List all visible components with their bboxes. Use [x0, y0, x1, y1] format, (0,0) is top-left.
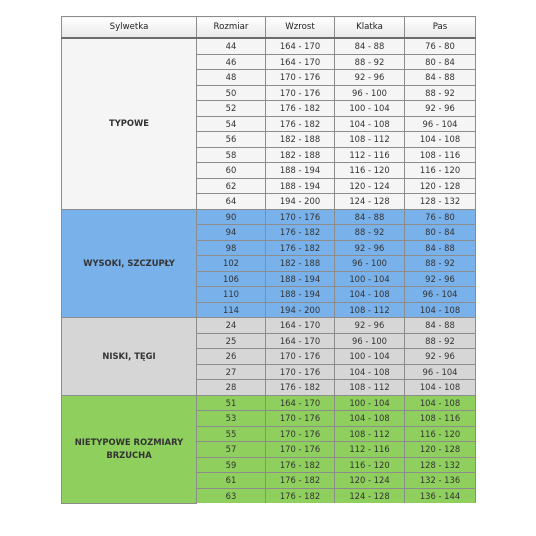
chest-cell: 124 - 128 — [335, 194, 405, 210]
height-cell: 176 - 182 — [266, 116, 335, 132]
header-rozmiar: Rozmiar — [197, 17, 266, 39]
height-cell: 164 - 170 — [266, 333, 335, 349]
chest-cell: 96 - 100 — [335, 256, 405, 272]
group-label: NISKI, TĘGI — [62, 318, 197, 396]
waist-cell: 76 - 80 — [405, 38, 476, 54]
chest-cell: 92 - 96 — [335, 240, 405, 256]
chest-cell: 108 - 112 — [335, 380, 405, 396]
height-cell: 182 - 188 — [266, 147, 335, 163]
height-cell: 176 - 182 — [266, 380, 335, 396]
table-row — [62, 318, 476, 334]
size-cell: 56 — [197, 132, 266, 148]
height-cell: 170 - 176 — [266, 209, 335, 225]
chest-cell: 112 - 116 — [335, 147, 405, 163]
chest-cell: 92 - 96 — [335, 70, 405, 86]
height-cell: 170 - 176 — [266, 411, 335, 427]
size-cell: 102 — [197, 256, 266, 272]
size-cell: 25 — [197, 333, 266, 349]
header-wzrost: Wzrost — [266, 17, 335, 39]
size-cell: 48 — [197, 70, 266, 86]
header-row — [62, 17, 476, 39]
waist-cell: 108 - 116 — [405, 147, 476, 163]
chest-cell: 88 - 92 — [335, 54, 405, 70]
height-cell: 176 - 182 — [266, 225, 335, 241]
height-cell: 182 - 188 — [266, 256, 335, 272]
chest-cell: 100 - 104 — [335, 271, 405, 287]
size-cell: 60 — [197, 163, 266, 179]
waist-cell: 104 - 108 — [405, 395, 476, 411]
size-cell: 26 — [197, 349, 266, 365]
height-cell: 182 - 188 — [266, 132, 335, 148]
size-cell: 106 — [197, 271, 266, 287]
waist-cell: 92 - 96 — [405, 349, 476, 365]
height-cell: 194 - 200 — [266, 302, 335, 318]
chest-cell: 100 - 104 — [335, 101, 405, 117]
header-sylwetka: Sylwetka — [62, 17, 197, 39]
height-cell: 164 - 170 — [266, 395, 335, 411]
chest-cell: 124 - 128 — [335, 488, 405, 503]
table-row — [62, 395, 476, 411]
size-cell: 98 — [197, 240, 266, 256]
size-cell: 94 — [197, 225, 266, 241]
group-label: NIETYPOWE ROZMIARY BRZUCHA — [62, 395, 197, 503]
size-cell: 61 — [197, 473, 266, 489]
height-cell: 170 - 176 — [266, 364, 335, 380]
group-label: WYSOKI, SZCZUPŁY — [62, 209, 197, 318]
size-cell: 58 — [197, 147, 266, 163]
waist-cell: 88 - 92 — [405, 333, 476, 349]
group-label: TYPOWE — [62, 38, 197, 209]
height-cell: 176 - 182 — [266, 457, 335, 473]
height-cell: 188 - 194 — [266, 271, 335, 287]
table-header — [62, 17, 476, 39]
chest-cell: 100 - 104 — [335, 395, 405, 411]
waist-cell: 96 - 104 — [405, 364, 476, 380]
waist-cell: 88 - 92 — [405, 85, 476, 101]
waist-cell: 80 - 84 — [405, 54, 476, 70]
waist-cell: 120 - 128 — [405, 442, 476, 458]
height-cell: 164 - 170 — [266, 54, 335, 70]
height-cell: 188 - 194 — [266, 178, 335, 194]
size-chart-table — [61, 16, 476, 504]
chest-cell: 108 - 112 — [335, 426, 405, 442]
waist-cell: 76 - 80 — [405, 209, 476, 225]
waist-cell: 128 - 132 — [405, 194, 476, 210]
size-cell: 54 — [197, 116, 266, 132]
chest-cell: 116 - 120 — [335, 457, 405, 473]
height-cell: 176 - 182 — [266, 240, 335, 256]
chest-cell: 84 - 88 — [335, 209, 405, 225]
header-pas: Pas — [405, 17, 476, 39]
height-cell: 176 - 182 — [266, 488, 335, 503]
size-cell: 59 — [197, 457, 266, 473]
waist-cell: 80 - 84 — [405, 225, 476, 241]
chest-cell: 120 - 124 — [335, 178, 405, 194]
waist-cell: 92 - 96 — [405, 271, 476, 287]
chest-cell: 92 - 96 — [335, 318, 405, 334]
waist-cell: 136 - 144 — [405, 488, 476, 503]
height-cell: 176 - 182 — [266, 473, 335, 489]
size-cell: 90 — [197, 209, 266, 225]
waist-cell: 96 - 104 — [405, 287, 476, 303]
height-cell: 164 - 170 — [266, 318, 335, 334]
waist-cell: 84 - 88 — [405, 240, 476, 256]
height-cell: 188 - 194 — [266, 163, 335, 179]
waist-cell: 104 - 108 — [405, 302, 476, 318]
waist-cell: 104 - 108 — [405, 132, 476, 148]
size-cell: 64 — [197, 194, 266, 210]
chest-cell: 108 - 112 — [335, 302, 405, 318]
height-cell: 188 - 194 — [266, 287, 335, 303]
waist-cell: 116 - 120 — [405, 163, 476, 179]
waist-cell: 104 - 108 — [405, 380, 476, 396]
chest-cell: 96 - 100 — [335, 85, 405, 101]
chest-cell: 108 - 112 — [335, 132, 405, 148]
height-cell: 170 - 176 — [266, 426, 335, 442]
size-cell: 114 — [197, 302, 266, 318]
waist-cell: 96 - 104 — [405, 116, 476, 132]
chest-cell: 104 - 108 — [335, 364, 405, 380]
chest-cell: 104 - 108 — [335, 411, 405, 427]
waist-cell: 116 - 120 — [405, 426, 476, 442]
chest-cell: 120 - 124 — [335, 473, 405, 489]
size-cell: 110 — [197, 287, 266, 303]
size-cell: 44 — [197, 38, 266, 54]
height-cell: 194 - 200 — [266, 194, 335, 210]
table-row — [62, 38, 476, 54]
height-cell: 176 - 182 — [266, 101, 335, 117]
waist-cell: 120 - 128 — [405, 178, 476, 194]
waist-cell: 88 - 92 — [405, 256, 476, 272]
table-row — [62, 209, 476, 225]
waist-cell: 84 - 88 — [405, 318, 476, 334]
header-klatka: Klatka — [335, 17, 405, 39]
height-cell: 164 - 170 — [266, 38, 335, 54]
height-cell: 170 - 176 — [266, 70, 335, 86]
chest-cell: 116 - 120 — [335, 163, 405, 179]
size-cell: 53 — [197, 411, 266, 427]
chest-cell: 84 - 88 — [335, 38, 405, 54]
table-body — [62, 38, 476, 503]
size-cell: 50 — [197, 85, 266, 101]
height-cell: 170 - 176 — [266, 85, 335, 101]
size-cell: 55 — [197, 426, 266, 442]
waist-cell: 92 - 96 — [405, 101, 476, 117]
chest-cell: 88 - 92 — [335, 225, 405, 241]
height-cell: 170 - 176 — [266, 349, 335, 365]
size-cell: 57 — [197, 442, 266, 458]
size-cell: 27 — [197, 364, 266, 380]
chest-cell: 100 - 104 — [335, 349, 405, 365]
waist-cell: 84 - 88 — [405, 70, 476, 86]
size-cell: 62 — [197, 178, 266, 194]
size-cell: 28 — [197, 380, 266, 396]
size-cell: 46 — [197, 54, 266, 70]
waist-cell: 128 - 132 — [405, 457, 476, 473]
size-cell: 52 — [197, 101, 266, 117]
chest-cell: 96 - 100 — [335, 333, 405, 349]
size-cell: 51 — [197, 395, 266, 411]
chest-cell: 104 - 108 — [335, 287, 405, 303]
waist-cell: 108 - 116 — [405, 411, 476, 427]
waist-cell: 132 - 136 — [405, 473, 476, 489]
size-cell: 63 — [197, 488, 266, 503]
size-cell: 24 — [197, 318, 266, 334]
chest-cell: 104 - 108 — [335, 116, 405, 132]
chest-cell: 112 - 116 — [335, 442, 405, 458]
height-cell: 170 - 176 — [266, 442, 335, 458]
